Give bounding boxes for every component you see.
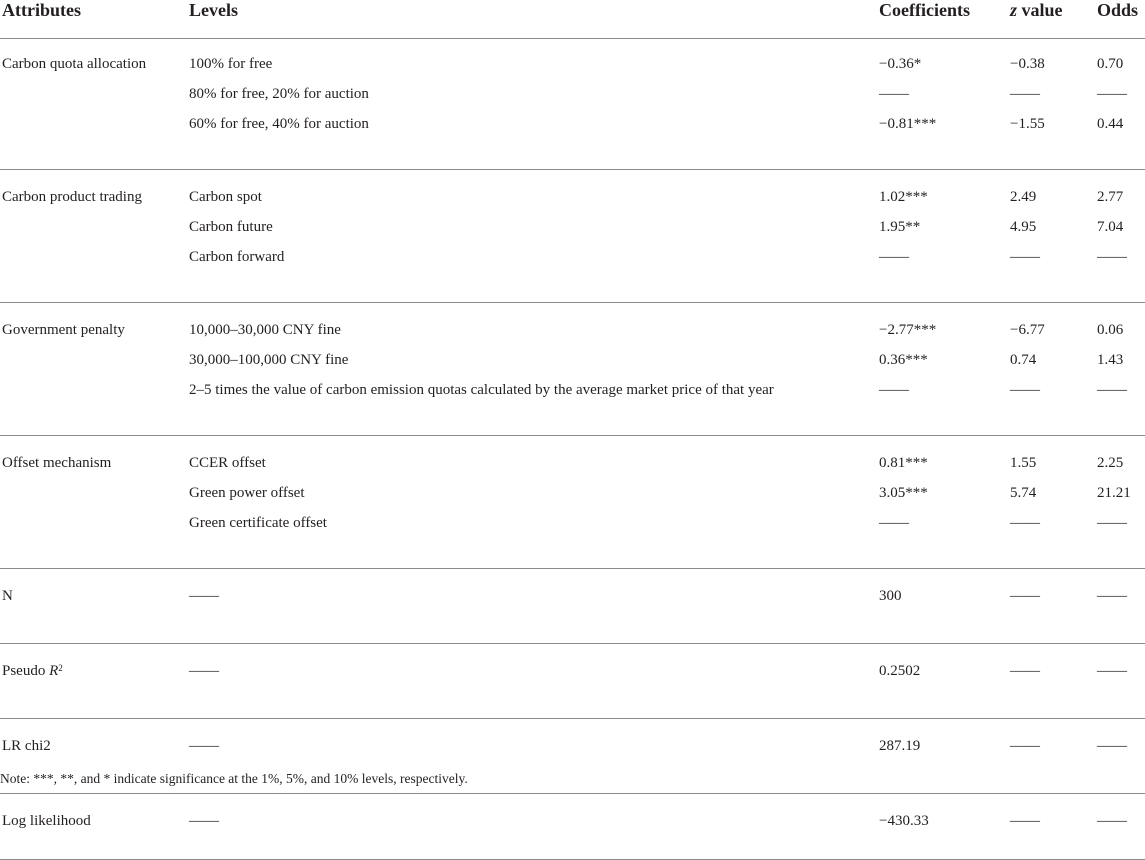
coefficient-cell: 0.2502 bbox=[879, 663, 921, 679]
header-z-value bbox=[1010, 0, 1063, 20]
coefficient-cell: −0.36* bbox=[879, 56, 922, 72]
attribute-name: Carbon quota allocation bbox=[2, 56, 147, 72]
level-cell: 10,000–30,000 CNY fine bbox=[189, 322, 341, 338]
z-value-cell: −1.55 bbox=[1010, 116, 1045, 132]
level-cell: Green certificate offset bbox=[189, 515, 327, 531]
attribute-name: Offset mechanism bbox=[2, 455, 112, 471]
z-value-cell: 4.95 bbox=[1010, 219, 1037, 235]
z-value-cell: —— bbox=[1010, 86, 1040, 102]
stat-name: LR chi2 bbox=[2, 738, 51, 754]
header-odds: Odds bbox=[1097, 0, 1139, 20]
stat-name-italic: R bbox=[49, 663, 59, 679]
level-cell: CCER offset bbox=[189, 455, 266, 471]
coefficient-cell: —— bbox=[879, 249, 909, 265]
coefficient-cell: 0.81*** bbox=[879, 455, 928, 471]
table-row bbox=[0, 806, 1145, 836]
odds-cell: —— bbox=[1097, 663, 1127, 679]
level-cell: Carbon future bbox=[189, 219, 273, 235]
table-row bbox=[0, 315, 1145, 345]
z-value-cell: 1.55 bbox=[1010, 455, 1037, 471]
odds-cell: 2.77 bbox=[1097, 189, 1124, 205]
coefficient-cell: 3.05*** bbox=[879, 485, 928, 501]
stat-group bbox=[0, 581, 1145, 644]
odds-cell: 2.25 bbox=[1097, 455, 1124, 471]
level-cell: Carbon spot bbox=[189, 189, 262, 205]
level-cell: 60% for free, 40% for auction bbox=[189, 116, 369, 132]
table-row bbox=[0, 731, 1145, 761]
odds-cell: —— bbox=[1097, 738, 1127, 754]
z-value-cell: 0.74 bbox=[1010, 352, 1037, 368]
table-note: Note: ***, **, and * indicate significance at the 1%, 5%, and 10% levels, respectively. bbox=[0, 771, 468, 786]
coefficient-cell: −0.81*** bbox=[879, 116, 937, 132]
level-cell: 30,000–100,000 CNY fine bbox=[189, 352, 349, 368]
level-cell: —— bbox=[189, 813, 219, 829]
attribute-name: Government penalty bbox=[2, 322, 125, 338]
coefficient-cell: 1.02*** bbox=[879, 189, 928, 205]
coefficient-cell: 1.95** bbox=[879, 219, 921, 235]
coefficient-cell: 0.36*** bbox=[879, 352, 928, 368]
header-z-letter: z bbox=[1010, 0, 1018, 20]
z-value-cell: 5.74 bbox=[1010, 485, 1037, 501]
coefficient-cell: —— bbox=[879, 382, 909, 398]
stat-group bbox=[0, 806, 1145, 860]
coefficient-cell: −2.77*** bbox=[879, 322, 937, 338]
z-value-cell: 2.49 bbox=[1010, 189, 1037, 205]
level-cell: Carbon forward bbox=[189, 249, 285, 265]
table-row bbox=[0, 182, 1145, 212]
coefficient-cell: 300 bbox=[879, 588, 902, 604]
stat-name: Log likelihood bbox=[2, 813, 91, 829]
level-cell: —— bbox=[189, 738, 219, 754]
table-row bbox=[0, 242, 1145, 272]
table-header bbox=[0, 0, 1145, 39]
z-value-cell: —— bbox=[1010, 663, 1040, 679]
table-row bbox=[0, 581, 1145, 611]
table-row bbox=[0, 508, 1145, 538]
odds-cell: 1.43 bbox=[1097, 352, 1124, 368]
z-value-cell: −6.77 bbox=[1010, 322, 1045, 338]
table-row bbox=[0, 375, 1145, 405]
level-cell: —— bbox=[189, 663, 219, 679]
stat-name: N bbox=[2, 588, 13, 604]
attribute-group bbox=[0, 315, 1145, 436]
table-row bbox=[0, 49, 1145, 79]
table-row bbox=[0, 345, 1145, 375]
odds-cell: 0.06 bbox=[1097, 322, 1124, 338]
coefficient-cell: −430.33 bbox=[879, 813, 929, 829]
odds-cell: 7.04 bbox=[1097, 219, 1124, 235]
attribute-name: Carbon product trading bbox=[2, 189, 142, 205]
table-row bbox=[0, 448, 1145, 478]
stat-name-prefix: Pseudo bbox=[2, 663, 50, 679]
level-cell: 80% for free, 20% for auction bbox=[189, 86, 369, 102]
z-value-cell: —— bbox=[1010, 813, 1040, 829]
z-value-cell: −0.38 bbox=[1010, 56, 1045, 72]
level-cell: 2–5 times the value of carbon emission quotas calculated by the average market price of that year bbox=[189, 382, 774, 398]
level-cell: 100% for free bbox=[189, 56, 273, 72]
odds-cell: —— bbox=[1097, 515, 1127, 531]
stat-name bbox=[2, 656, 63, 686]
odds-cell: —— bbox=[1097, 813, 1127, 829]
stat-group bbox=[0, 656, 1145, 719]
odds-cell: 0.70 bbox=[1097, 56, 1124, 72]
odds-cell: 0.44 bbox=[1097, 116, 1124, 132]
header-attributes: Attributes bbox=[2, 0, 81, 20]
z-value-cell: —— bbox=[1010, 588, 1040, 604]
table-row bbox=[0, 478, 1145, 508]
stat-name-superscript: 2 bbox=[58, 663, 63, 673]
attribute-group bbox=[0, 182, 1145, 303]
attribute-group bbox=[0, 49, 1145, 170]
level-cell: Green power offset bbox=[189, 485, 305, 501]
odds-cell: —— bbox=[1097, 588, 1127, 604]
coefficient-cell: —— bbox=[879, 515, 909, 531]
odds-cell: —— bbox=[1097, 249, 1127, 265]
level-cell: —— bbox=[189, 588, 219, 604]
z-value-cell: —— bbox=[1010, 249, 1040, 265]
header-z-suffix: value bbox=[1017, 0, 1063, 20]
coefficient-cell: 287.19 bbox=[879, 738, 921, 754]
odds-cell: 21.21 bbox=[1097, 485, 1131, 501]
header-levels: Levels bbox=[189, 0, 238, 20]
odds-cell: —— bbox=[1097, 86, 1127, 102]
table-row bbox=[0, 79, 1145, 109]
z-value-cell: —— bbox=[1010, 515, 1040, 531]
table-row bbox=[0, 656, 1145, 686]
z-value-cell: —— bbox=[1010, 738, 1040, 754]
table-row bbox=[0, 212, 1145, 242]
table-row bbox=[0, 109, 1145, 139]
attribute-group bbox=[0, 448, 1145, 569]
coefficient-cell: —— bbox=[879, 86, 909, 102]
odds-cell: —— bbox=[1097, 382, 1127, 398]
z-value-cell: —— bbox=[1010, 382, 1040, 398]
header-coefficients: Coefficients bbox=[879, 0, 970, 20]
